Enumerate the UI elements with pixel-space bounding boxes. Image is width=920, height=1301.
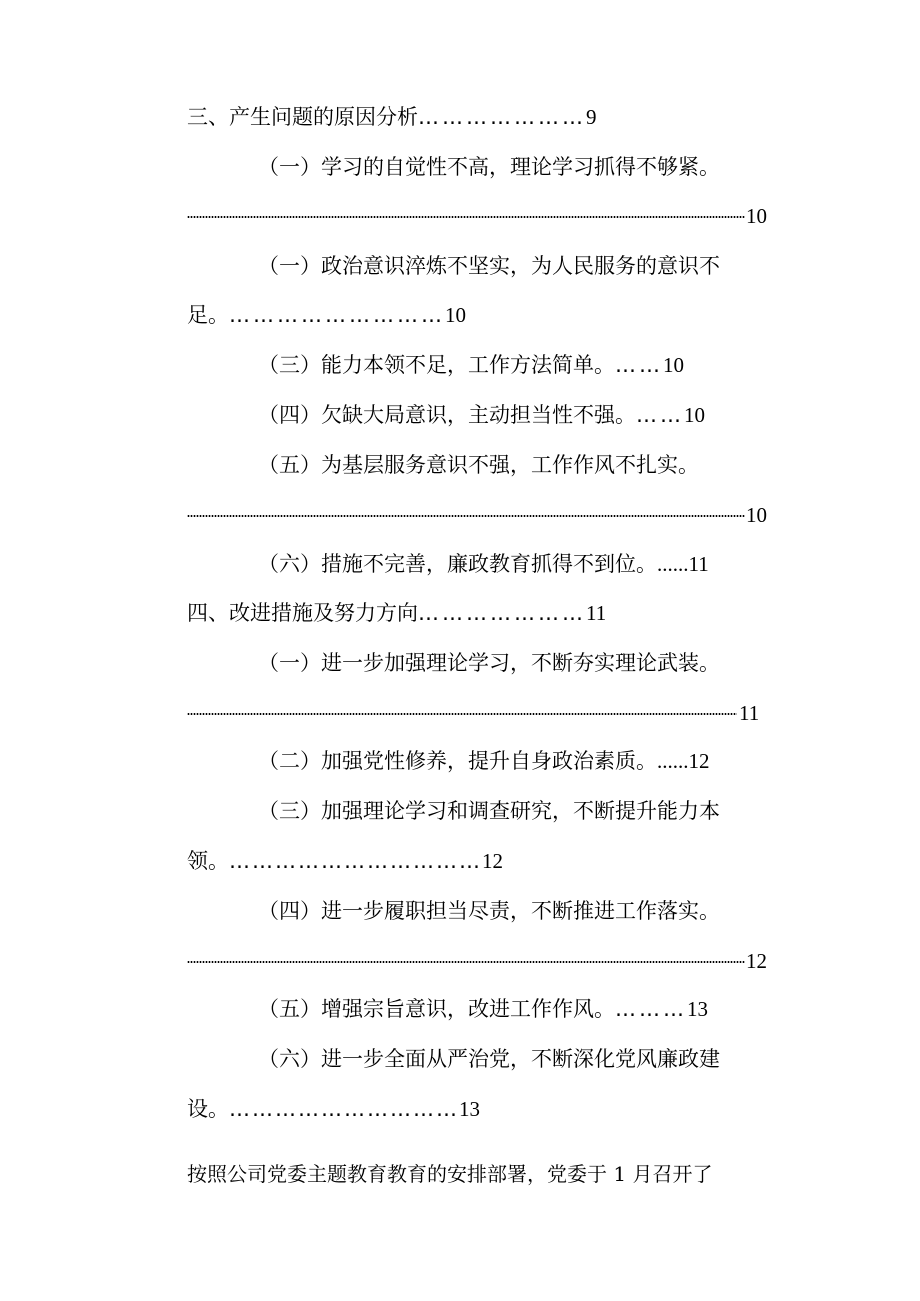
toc-section-4-title: 四、改进措施及努力方向: [187, 601, 418, 625]
toc-leader-dots: [187, 214, 745, 220]
toc-item-3-6[interactable]: [258, 550, 709, 578]
toc-page-number: 11: [688, 552, 709, 576]
toc-leader-dots: ……: [636, 403, 684, 427]
toc-item-3-3[interactable]: [258, 351, 684, 379]
toc-page-number: 10: [663, 353, 684, 377]
toc-item-4-1[interactable]: [258, 649, 720, 677]
toc-item-text: 领。: [187, 849, 229, 873]
toc-page-number: 10: [746, 503, 767, 527]
toc-item-text: （三）能力本领不足，工作方法简单。: [258, 353, 615, 377]
toc-page-number: 11: [586, 601, 607, 625]
toc-leader-dots: [187, 711, 737, 717]
toc-item-4-6-cont[interactable]: [187, 1095, 480, 1123]
toc-section-4[interactable]: [187, 599, 606, 627]
toc-page-number: 12: [482, 849, 503, 873]
toc-leader-dots: ......: [657, 552, 689, 576]
toc-leader-dots: ……………………………: [229, 849, 482, 873]
toc-item-text: （四）进一步履职担当尽责，不断推进工作落实。: [258, 899, 720, 923]
toc-item-4-5[interactable]: [258, 995, 708, 1023]
toc-item-text: （一）学习的自觉性不高，理论学习抓得不够紧。: [258, 155, 720, 179]
toc-page-number: 13: [687, 997, 708, 1021]
toc-leader-dots: ……: [615, 353, 663, 377]
toc-item-text: （二）加强党性修养，提升自身政治素质。: [258, 749, 657, 773]
toc-page-number: 10: [746, 204, 767, 228]
toc-item-text: （六）措施不完善，廉政教育抓得不到位。: [258, 552, 657, 576]
toc-item-3-4[interactable]: [258, 401, 705, 429]
toc-item-3-1[interactable]: [258, 153, 720, 181]
toc-page-number: 12: [746, 949, 767, 973]
toc-leader-dots: ………………………: [229, 303, 445, 327]
toc-leader-dots: [187, 513, 745, 519]
toc-page-number: 10: [684, 403, 705, 427]
toc-section-3-title: 三、产生问题的原因分析: [187, 105, 418, 129]
toc-item-text: （五）增强宗旨意识，改进工作作风。: [258, 997, 615, 1021]
toc-leader-dots: …………………………: [229, 1097, 459, 1121]
toc-item-text: （六）进一步全面从严治党，不断深化党风廉政建: [258, 1047, 720, 1071]
toc-page-number: 10: [445, 303, 466, 327]
toc-item-text: （三）加强理论学习和调查研究，不断提升能力本: [258, 799, 720, 823]
toc-leader-dots: ………: [615, 997, 687, 1021]
toc-item-3-2-cont[interactable]: [187, 301, 466, 329]
toc-page-number: 9: [586, 105, 597, 129]
toc-leader-dots: …………………: [418, 105, 586, 129]
toc-item-4-4[interactable]: [258, 897, 720, 925]
body-paragraph-text: 按照公司党委主题教育教育的安排部署，党委于 1 月召开了: [187, 1162, 713, 1186]
toc-leader-dots: ......: [657, 749, 689, 773]
toc-item-text: （四）欠缺大局意识，主动担当性不强。: [258, 403, 636, 427]
body-paragraph: [187, 1160, 712, 1188]
toc-item-4-2[interactable]: [258, 747, 710, 775]
toc-item-3-2[interactable]: [258, 252, 720, 280]
toc-item-text: 足。: [187, 303, 229, 327]
toc-leader-dots: [187, 959, 745, 965]
toc-item-3-5[interactable]: [258, 451, 699, 479]
toc-page-number: 11: [739, 701, 760, 725]
toc-item-text: 设。: [187, 1097, 229, 1121]
toc-item-text: （一）政治意识淬炼不坚实，为人民服务的意识不: [258, 254, 720, 278]
toc-item-4-3-cont[interactable]: [187, 847, 503, 875]
toc-page-number: 13: [459, 1097, 480, 1121]
toc-item-4-3[interactable]: [258, 797, 720, 825]
toc-section-3[interactable]: [187, 103, 597, 131]
toc-item-text: （五）为基层服务意识不强，工作作风不扎实。: [258, 453, 699, 477]
toc-item-4-6[interactable]: [258, 1045, 720, 1073]
toc-item-text: （一）进一步加强理论学习，不断夯实理论武装。: [258, 651, 720, 675]
toc-leader-dots: …………………: [418, 601, 586, 625]
toc-page-number: 12: [688, 749, 710, 773]
